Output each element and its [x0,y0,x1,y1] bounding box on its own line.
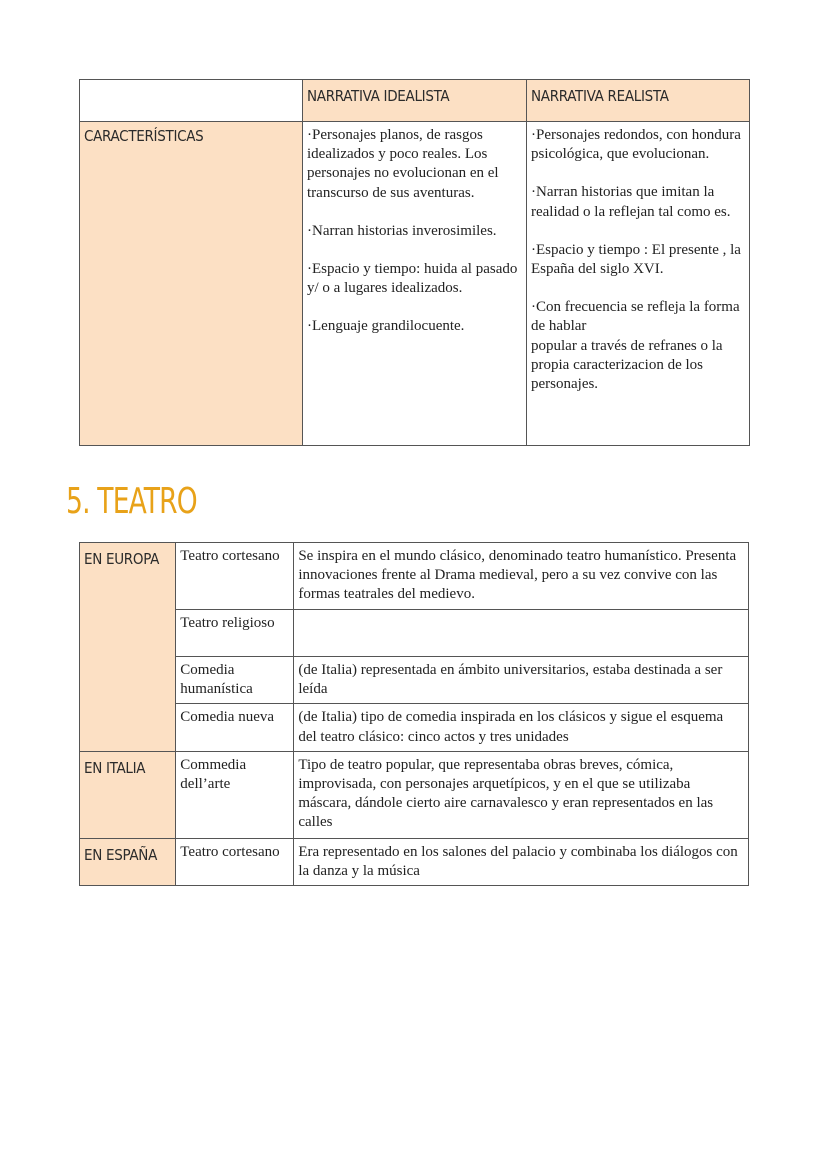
idealista-item: ·Narran historias inverosimiles. [307,222,497,239]
teatro-type: Commedia dell’arte [176,751,294,838]
realista-item: ·Con frecuencia se refleja la forma de hablar popular a través de refranes o la propia caracterizacion de los personajes. [531,299,740,393]
header-realista [527,80,750,122]
table-row [80,704,749,751]
teatro-desc [294,610,749,657]
realista-cell [527,122,750,446]
realista-item: ·Narran historias que imitan la realidad o la reflejan tal como es. [531,184,731,220]
table-row [80,751,749,838]
teatro-desc: Tipo de teatro popular, que representaba obras breves, cómica, improvisada, con personajes arquetípicos, y en el que se utilizaba máscara, dándole cierto aire carnavalesco y eran representados en las calles [294,751,749,838]
idealista-item: ·Personajes planos, de rasgos idealizados y poco reales. Los personajes no evolucionan en el transcurso de sus aventuras. [307,127,499,201]
teatro-type: Teatro cortesano [176,838,294,885]
region-europa [80,543,176,752]
teatro-type: Teatro religioso [176,610,294,657]
table-row [80,838,749,885]
teatro-desc: (de Italia) representada en ámbito universitarios, estaba destinada a ser leída [294,657,749,704]
header-idealista [303,80,527,122]
narrativa-table [79,79,750,446]
section-title: 5. TEATRO [66,481,197,522]
teatro-desc: Era representado en los salones del palacio y combinaba los diálogos con la danza y la música [294,838,749,885]
header-empty-cell [80,80,303,122]
teatro-table [79,542,749,886]
teatro-type: Comedia nueva [176,704,294,751]
header-idealista-label: NARRATIVA IDEALISTA [307,87,450,105]
narrativa-header-row [80,80,750,122]
idealista-item: ·Lenguaje grandilocuente. [307,318,465,335]
table-row [80,657,749,704]
region-italia [80,751,176,838]
region-espana-label: EN ESPAÑA [84,845,158,864]
region-europa-label: EN EUROPA [84,550,160,568]
idealista-cell [303,122,527,446]
caracteristicas-label: CARACTERÍSTICAS [84,127,204,145]
teatro-type: Comedia humanística [176,657,294,704]
caracteristicas-row [80,122,750,446]
realista-item: ·Espacio y tiempo : El presente , la España del siglo XVI. [531,241,741,278]
teatro-desc: (de Italia) tipo de comedia inspirada en los clásicos y sigue el esquema del teatro clásico: cinco actos y tres unidades [294,704,749,751]
table-row [80,543,749,610]
idealista-item: ·Espacio y tiempo: huida al pasado y/ o a lugares idealizados. [307,261,518,297]
table-row [80,610,749,657]
teatro-desc: Se inspira en el mundo clásico, denominado teatro humanístico. Presenta innovaciones frente al Drama medieval, pero a su vez convive con las formas teatrales del medievo. [294,543,749,610]
header-realista-label: NARRATIVA REALISTA [531,87,669,105]
realista-item: ·Personajes redondos, con hondura psicológica, que evolucionan. [531,127,741,163]
region-espana [80,838,176,885]
teatro-type: Teatro cortesano [176,543,294,610]
caracteristicas-label-cell [80,122,303,446]
region-italia-label: EN ITALIA [84,758,146,777]
